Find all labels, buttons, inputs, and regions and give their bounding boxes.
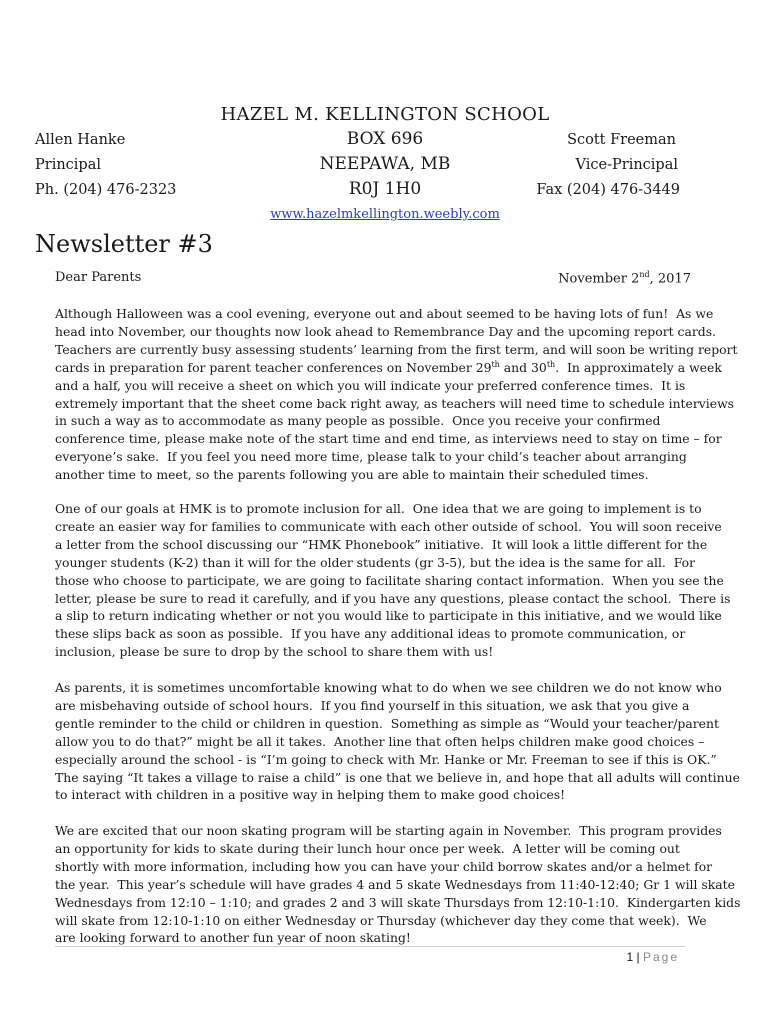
- text-line: will skate from 12:10-1:10 on either Wednesday or Thursday (whichever day they come that week). We: [55, 912, 707, 928]
- text-line: Although Halloween was a cool evening, everyone out and about seemed to be having lots of fun! As we: [55, 306, 714, 321]
- text-line: and a half, you will receive a sheet on which you will indicate your preferred conference times. It is: [55, 377, 686, 393]
- text-line: We are excited that our noon skating program will be starting again in November. This program provides: [55, 823, 722, 838]
- school-phone: Ph. (204) 476-2323: [35, 182, 177, 198]
- text-line: cards in preparation for parent teacher conferences on November 29th and 30th. In approximately a week: [55, 359, 722, 375]
- text-line: letter, please be sure to read it carefully, and if you have any questions, please contact the school. There is: [55, 590, 731, 606]
- paragraph-skating: [55, 822, 741, 947]
- vice-principal-name: Scott Freeman: [567, 132, 676, 148]
- text-line: are misbehaving outside of school hours. If you find yourself in this situation, we ask that you give a: [55, 697, 690, 713]
- website-row: [0, 203, 770, 222]
- vice-principal-role: Vice-Principal: [575, 157, 678, 173]
- text-line: One of our goals at HMK is to promote inclusion for all. One idea that we are going to implement is to: [55, 501, 702, 516]
- text-line: a slip to return indicating whether or not you would like to participate in this initiative, and we would like: [55, 608, 722, 624]
- postal-code: R0J 1H0: [348, 179, 422, 199]
- footer-divider: [55, 946, 685, 947]
- page-separator: |: [633, 950, 643, 964]
- principal-role: Principal: [35, 157, 101, 173]
- website-link[interactable]: www.hazelmkellington.weebly.com: [270, 207, 500, 222]
- text-line: especially around the school - is “I’m going to check with Mr. Hanke or Mr. Freeman to see if this is OK.”: [55, 751, 717, 767]
- page-label: Page: [642, 950, 679, 964]
- text-line: Teachers are currently busy assessing students’ learning from the first term, and will soon be writing report: [55, 341, 738, 357]
- date-suffix: nd: [639, 270, 650, 279]
- page-number: 1: [626, 950, 634, 964]
- text-line: to interact with children in a positive way in helping them to make good choices!: [55, 787, 566, 803]
- text-line: those who choose to participate, we are going to facilitate sharing contact information. When you see the: [55, 572, 724, 588]
- date-year: , 2017: [649, 271, 691, 287]
- text-line: gentle reminder to the child or children in question. Something as simple as “Would your teacher/parent: [55, 715, 719, 731]
- principal-name: Allen Hanke: [35, 132, 126, 148]
- text-line: Wednesdays from 12:10 – 1:10; and grades 2 and 3 will skate Thursdays from 12:10-1:10. Kindergarten kids: [55, 894, 741, 910]
- text-line: younger students (K-2) than it will for the older students (gr 3-5), but the idea is the same for all. For: [55, 554, 696, 570]
- greeting: Dear Parents: [55, 270, 142, 285]
- page-footer: [626, 950, 679, 964]
- text-line: create an easier way for families to communicate with each other outside of school. You will soon receive: [55, 518, 722, 534]
- date-prefix: November 2: [558, 271, 640, 287]
- text-line: conference time, please make note of the start time and end time, as interviews need to stay on time – for: [55, 431, 722, 447]
- address-box: BOX 696: [346, 129, 424, 149]
- text-line: everyone’s sake. If you feel you need more time, please talk to your child’s teacher about arranging: [55, 449, 687, 465]
- text-line: the year. This year’s schedule will have grades 4 and 5 skate Wednesdays from 11:40-12:40; Gr 1 will skate: [55, 876, 735, 892]
- text-line: another time to meet, so the parents following you are able to maintain their scheduled times.: [55, 467, 649, 483]
- text-line: extremely important that the sheet come back right away, as teachers will need time to schedule interviews: [55, 395, 735, 411]
- newsletter-title: Newsletter #3: [35, 230, 213, 258]
- text-line: in such a way as to accommodate as many people as possible. Once you receive your confirmed: [55, 413, 661, 429]
- text-line: head into November, our thoughts now look ahead to Remembrance Day and the upcoming report cards.: [55, 323, 717, 339]
- school-fax: Fax (204) 476-3449: [536, 182, 680, 198]
- paragraph-behaviour: [55, 679, 740, 804]
- text-line: inclusion, please be sure to drop by the school to share them with us!: [55, 644, 494, 660]
- text-line: allow you to do that?” might be all it takes. Another line that often helps children make good choices –: [55, 733, 705, 749]
- newsletter-date: [558, 270, 691, 286]
- text-line: The saying “It takes a village to raise a child” is one that we believe in, and hope that all adults will continue: [55, 769, 740, 785]
- text-line: shortly with more information, including how you can have your child borrow skates and/or a helmet for: [55, 858, 713, 874]
- school-name: HAZEL M. KELLINGTON SCHOOL: [220, 104, 550, 125]
- text-line: As parents, it is sometimes uncomfortable knowing what to do when we see children we do not know who: [55, 680, 722, 695]
- text-line: an opportunity for kids to skate during their lunch hour once per week. A letter will be coming out: [55, 840, 680, 856]
- text-line: are looking forward to another fun year of noon skating!: [55, 930, 411, 946]
- text-line: these slips back as soon as possible. If you have any additional ideas to promote communication, or: [55, 626, 686, 642]
- paragraph-conferences: [55, 305, 738, 484]
- text-line: a letter from the school discussing our “HMK Phonebook” initiative. It will look a little different for the: [55, 536, 708, 552]
- paragraph-inclusion: [55, 500, 731, 661]
- address-town: NEEPAWA, MB: [319, 154, 451, 174]
